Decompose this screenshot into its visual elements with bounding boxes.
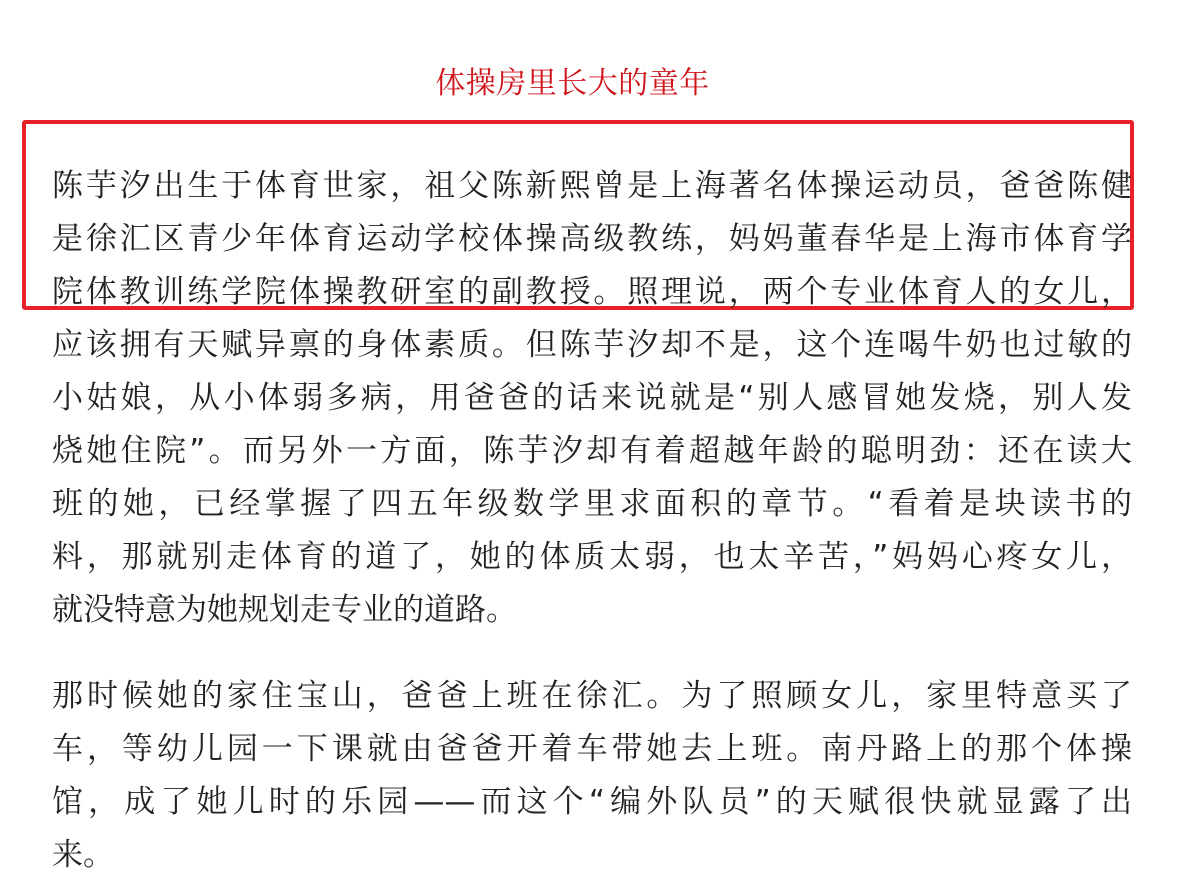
paragraph-line: 料，那就别走体育的道了，她的体质太弱，也太辛苦，”妈妈心疼女儿，: [52, 539, 1132, 575]
article-title: 体操房里长大的童年: [435, 66, 710, 101]
paragraph-line: 就没特意为她规划走专业的道路。: [52, 592, 517, 628]
paragraph-line: 馆，成了她儿时的乐园——而这个“编外队员”的天赋很快就显露了出: [52, 784, 1132, 820]
paragraph-line: 院体教训练学院体操教研室的副教授。照理说，两个专业体育人的女儿，: [52, 274, 1132, 310]
paragraph-1: [52, 160, 1132, 637]
paragraph-2: [52, 670, 1132, 882]
paragraph-line: 陈芋汐出生于体育世家，祖父陈新熙曾是上海著名体操运动员，爸爸陈健: [52, 168, 1132, 204]
paragraph-line: 班的她，已经掌握了四五年级数学里求面积的章节。“看着是块读书的: [52, 486, 1132, 522]
paragraph-line: 车，等幼儿园一下课就由爸爸开着车带她去上班。南丹路上的那个体操: [52, 731, 1132, 767]
paragraph-line: 小姑娘，从小体弱多病，用爸爸的话来说就是“别人感冒她发烧，别人发: [52, 380, 1132, 416]
paragraph-line: 是徐汇区青少年体育运动学校体操高级教练，妈妈董春华是上海市体育学: [52, 221, 1132, 257]
paragraph-line: 烧她住院”。而另外一方面，陈芋汐却有着超越年龄的聪明劲：还在读大: [52, 433, 1132, 469]
paragraph-line: 应该拥有天赋异禀的身体素质。但陈芋汐却不是，这个连喝牛奶也过敏的: [52, 327, 1132, 363]
paragraph-line: 来。: [52, 837, 114, 873]
paragraph-line: 那时候她的家住宝山，爸爸上班在徐汇。为了照顾女儿，家里特意买了: [52, 678, 1132, 714]
